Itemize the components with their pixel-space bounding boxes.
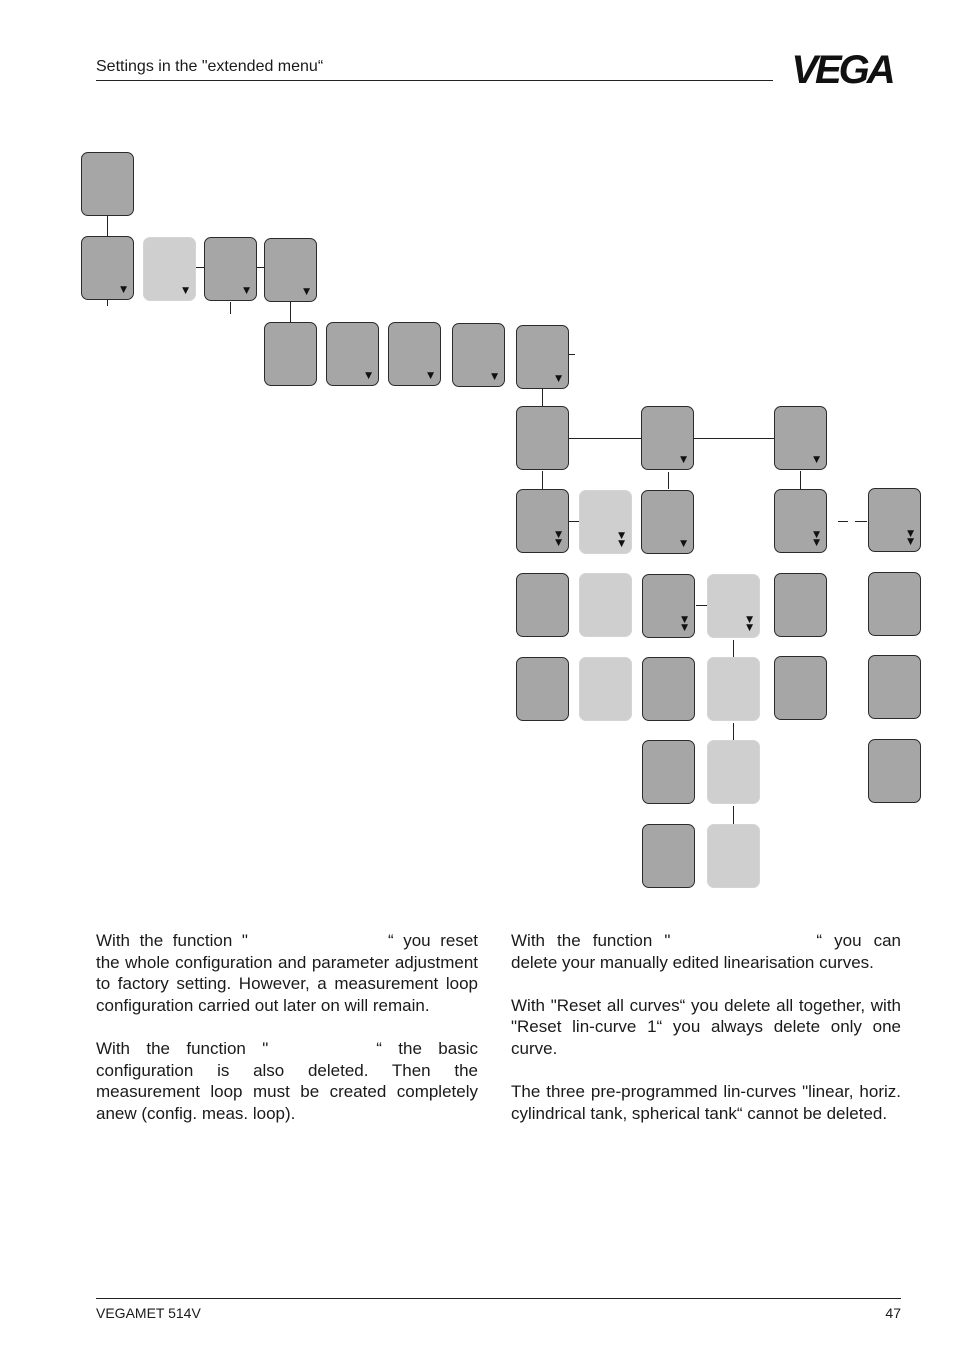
menu-box-inactive (143, 237, 196, 301)
text-fragment: “ you can delete your manually edited linearisation curves. (511, 931, 901, 972)
arrow-down-icon: ▼ (491, 372, 498, 382)
text-fragment: With the function " (96, 1038, 269, 1058)
connector-line (569, 521, 579, 522)
menu-box (868, 488, 921, 552)
arrow-down-icon: ▼ (680, 539, 687, 549)
paragraph (511, 930, 901, 973)
paragraph (96, 930, 478, 1016)
double-arrow-down-icon: ▼ ▼ (813, 530, 820, 548)
paragraph: The three pre-programmed lin-curves "linear, horiz. cylindrical tank, spherical tank“ cannot be deleted. (511, 1082, 901, 1123)
arrow-down-icon: ▼ (555, 374, 562, 384)
arrow-down-icon: ▼ (813, 455, 820, 465)
connector-line (733, 723, 734, 740)
menu-box (774, 573, 827, 637)
connector-line (733, 806, 734, 824)
paragraph (96, 1038, 478, 1124)
menu-box (774, 656, 827, 720)
double-arrow-down-icon: ▼ ▼ (681, 615, 688, 633)
menu-box (204, 237, 257, 301)
menu-box (774, 406, 827, 470)
menu-box-inactive (579, 490, 632, 554)
connector-line (107, 216, 108, 236)
arrow-down-icon: ▼ (365, 371, 372, 381)
connector-line (542, 389, 543, 406)
paragraph: With "Reset all curves“ you delete all together, with "Reset lin-curve 1“ you always delete only one curve. (511, 995, 901, 1058)
page-header-title: Settings in the "extended menu“ (96, 58, 324, 75)
menu-box (642, 657, 695, 721)
connector-line (800, 471, 801, 489)
arrow-down-icon: ▼ (680, 455, 687, 465)
menu-box (516, 573, 569, 637)
menu-box (516, 657, 569, 721)
arrow-down-icon: ▼ (120, 285, 127, 295)
menu-box (642, 824, 695, 888)
connector-line (855, 521, 867, 522)
text-fragment: With the function " (511, 931, 671, 950)
menu-box (868, 655, 921, 719)
menu-box-inactive (707, 657, 760, 721)
menu-box (264, 322, 317, 386)
menu-box (641, 490, 694, 554)
menu-box-inactive (707, 740, 760, 804)
text-fragment: With the function " (96, 931, 248, 950)
menu-box-inactive (579, 657, 632, 721)
menu-box (264, 238, 317, 302)
menu-box (516, 489, 569, 553)
arrow-down-icon: ▼ (303, 287, 310, 297)
connector-line (569, 438, 641, 439)
footer-page-number: 47 (885, 1305, 901, 1321)
connector-line (668, 472, 669, 489)
menu-box (516, 406, 569, 470)
menu-box (774, 489, 827, 553)
menu-box-inactive (707, 574, 760, 638)
double-arrow-down-icon: ▼ ▼ (555, 530, 562, 548)
double-arrow-down-icon: ▼ ▼ (618, 531, 625, 549)
menu-box (642, 574, 695, 638)
menu-box (81, 152, 134, 216)
connector-line (696, 605, 707, 606)
connector-line (107, 300, 108, 306)
menu-box (868, 572, 921, 636)
menu-box (81, 236, 134, 300)
menu-box (641, 406, 694, 470)
arrow-down-icon: ▼ (182, 286, 189, 296)
connector-line (542, 471, 543, 489)
double-arrow-down-icon: ▼ ▼ (746, 615, 753, 633)
left-text-column (96, 930, 478, 1146)
vega-logo-text: VEGA (791, 50, 893, 86)
footer-divider (96, 1298, 901, 1299)
menu-box (388, 322, 441, 386)
connector-line (694, 438, 774, 439)
menu-box (516, 325, 569, 389)
menu-box-inactive (707, 824, 760, 888)
right-text-column (511, 930, 901, 1146)
footer-product-name: VEGAMET 514V (96, 1305, 201, 1321)
menu-box (452, 323, 505, 387)
connector-line (838, 521, 848, 522)
connector-line (230, 302, 231, 314)
connector-line (569, 354, 575, 355)
connector-line (290, 302, 291, 322)
double-arrow-down-icon: ▼ ▼ (907, 529, 914, 547)
text-fragment: “ the basic configuration is also deleted. Then the measurement loop must be created completely anew (config. meas. loop). (96, 1038, 478, 1123)
menu-box (642, 740, 695, 804)
menu-box-inactive (579, 573, 632, 637)
menu-box (868, 739, 921, 803)
arrow-down-icon: ▼ (427, 371, 434, 381)
text-fragment: “ you reset the whole configuration and parameter adjustment to factory setting. However, a measurement loop configuration carried out later on will remain. (96, 931, 478, 1015)
connector-line (733, 640, 734, 657)
menu-box (326, 322, 379, 386)
arrow-down-icon: ▼ (243, 286, 250, 296)
connector-line (257, 267, 264, 268)
